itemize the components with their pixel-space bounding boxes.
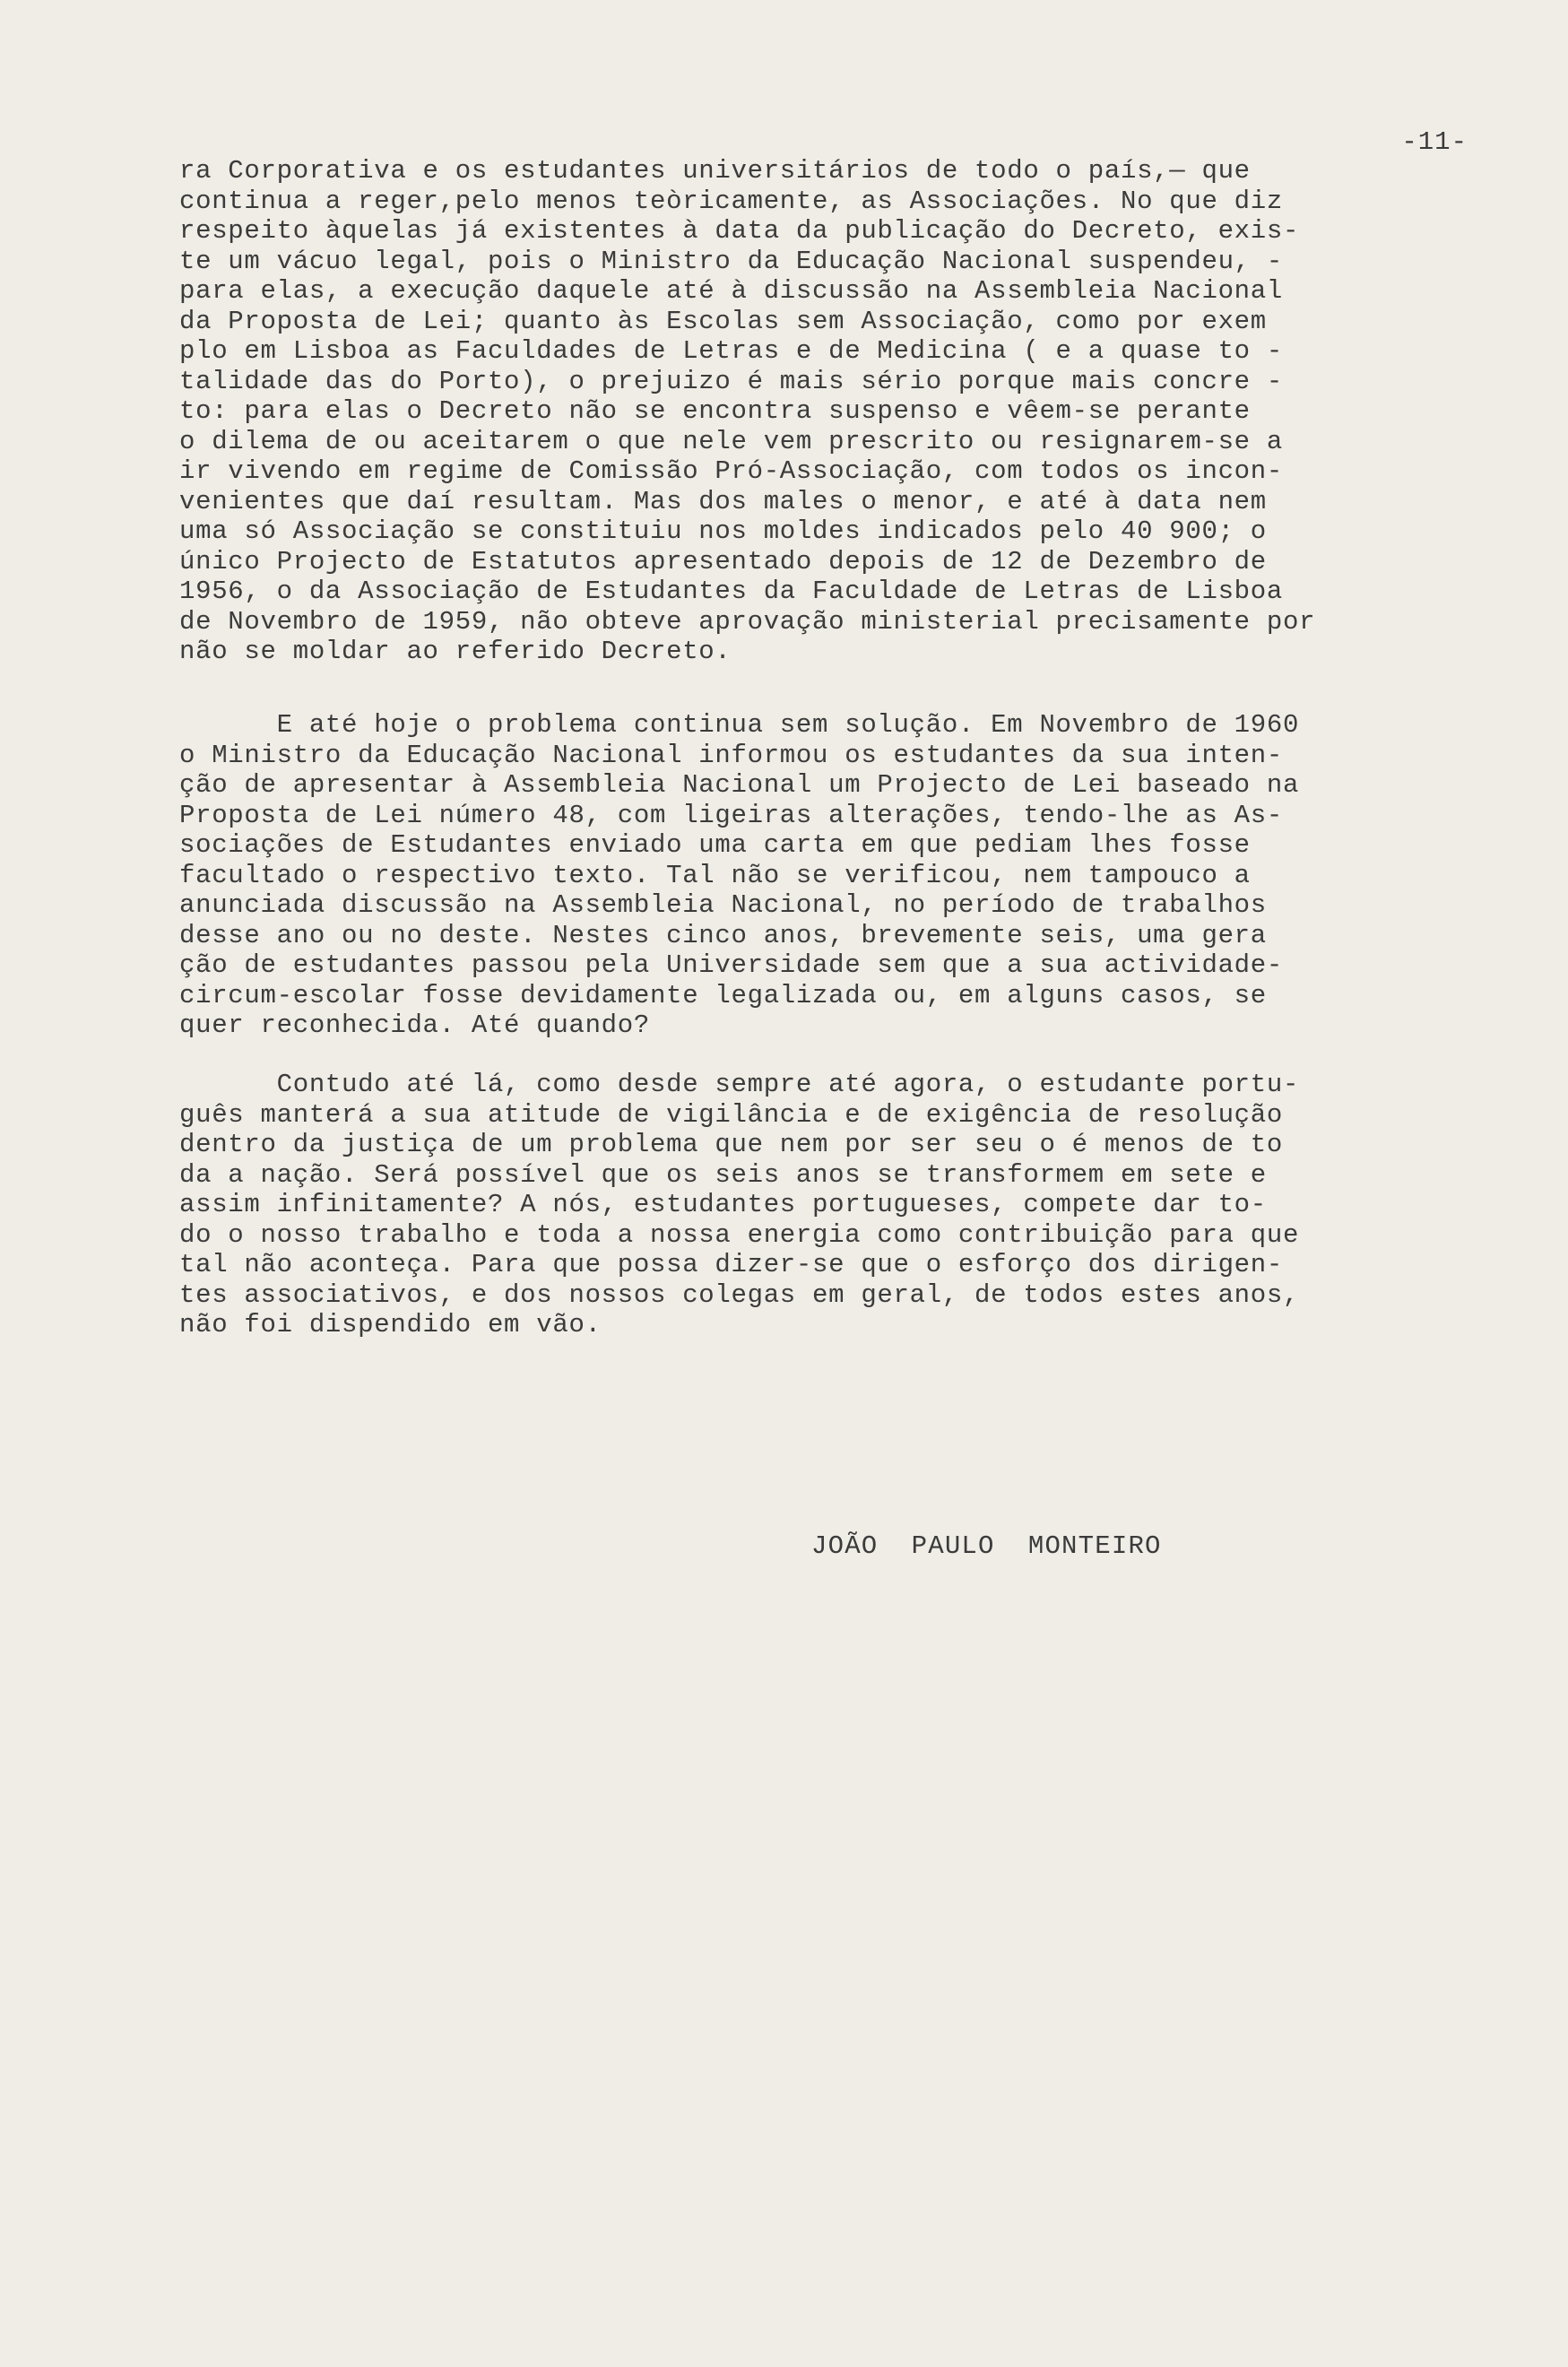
text-line: ir vivendo em regime de Comissão Pró-Associação, com todos os incon-	[179, 456, 1283, 486]
paragraph-1	[179, 156, 1452, 667]
text-line: circum-escolar fosse devidamente legalizada ou, em alguns casos, se	[179, 980, 1267, 1010]
text-line: não se moldar ao referido Decreto.	[179, 637, 732, 666]
text-line: Proposta de Lei número 48, com ligeiras alterações, tendo-lhe as As-	[179, 800, 1283, 830]
text-line: tal não aconteça. Para que possa dizer-se que o esforço dos dirigen-	[179, 1250, 1283, 1279]
text-line: guês manterá a sua atitude de vigilância e de exigência de resolução	[179, 1099, 1283, 1130]
text-line: ção de apresentar à Assembleia Nacional um Projecto de Lei baseado na	[179, 770, 1300, 800]
text-line: to: para elas o Decreto não se encontra suspenso e vêem-se perante	[179, 396, 1251, 426]
text-line: tes associativos, e dos nossos colegas em geral, de todos estes anos,	[179, 1279, 1300, 1310]
text-line: da a nação. Será possível que os seis anos se transformem em sete e	[179, 1159, 1267, 1190]
text-line: anunciada discussão na Assembleia Nacional, no período de trabalhos	[179, 890, 1267, 920]
text-line: sociações de Estudantes enviado uma carta em que pediam lhes fosse	[179, 830, 1251, 860]
text-line: venientes que daí resultam. Mas dos males o menor, e até à data nem	[179, 486, 1267, 516]
text-line: dentro da justiça de um problema que nem por ser seu o é menos de to	[179, 1130, 1283, 1159]
text-line: assim infinitamente? A nós, estudantes portugueses, compete dar to-	[179, 1190, 1267, 1219]
text-line: desse ano ou no deste. Nestes cinco anos, brevemente seis, uma gera	[179, 920, 1267, 950]
text-line: de Novembro de 1959, não obteve aprovação ministerial precisamente por	[179, 606, 1316, 637]
text-line: continua a reger,pelo menos teòricamente, as Associações. No que diz	[179, 186, 1283, 216]
text-line: não foi dispendido em vão.	[179, 1310, 602, 1340]
text-line: ção de estudantes passou pela Universidade sem que a sua actividade-	[179, 950, 1283, 980]
text-line: 1956, o da Associação de Estudantes da Faculdade de Letras de Lisboa	[179, 577, 1283, 606]
text-line: respeito àquelas já existentes à data da publicação do Decreto, exis-	[179, 216, 1300, 246]
text-line: plo em Lisboa as Faculdades de Letras e de Medicina ( e a quase to -	[179, 336, 1283, 366]
text-line: uma só Associação se constituiu nos moldes indicados pelo 40 900; o	[179, 516, 1267, 546]
text-line: o dilema de ou aceitarem o que nele vem prescrito ou resignarem-se a	[179, 426, 1283, 456]
text-line: facultado o respectivo texto. Tal não se verificou, nem tampouco a	[179, 860, 1251, 890]
text-line: ra Corporativa e os estudantes universitários de todo o país,— que	[179, 156, 1251, 186]
page-number: -11-	[1401, 127, 1468, 157]
text-line: te um vácuo legal, pois o Ministro da Educação Nacional suspendeu, -	[179, 246, 1283, 276]
paragraph-3	[179, 1070, 1452, 1340]
paragraph-2	[179, 710, 1452, 1041]
text-line: talidade das do Porto), o prejuizo é mais sério porque mais concre -	[179, 366, 1283, 396]
text-line: único Projecto de Estatutos apresentado depois de 12 de Dezembro de	[179, 546, 1267, 577]
text-line: da Proposta de Lei; quanto às Escolas sem Associação, como por exem	[179, 306, 1267, 336]
text-line: do o nosso trabalho e toda a nossa energia como contribuição para que	[179, 1219, 1300, 1250]
text-line: E até hoje o problema continua sem solução. Em Novembro de 1960	[179, 710, 1300, 740]
text-line: o Ministro da Educação Nacional informou os estudantes da sua inten-	[179, 740, 1283, 770]
text-line: quer reconhecida. Até quando?	[179, 1010, 650, 1040]
author-signature: JOÃO PAULO MONTEIRO	[811, 1531, 1162, 1561]
text-line: para elas, a execução daquele até à discussão na Assembleia Nacional	[179, 276, 1283, 306]
text-line: Contudo até lá, como desde sempre até agora, o estudante portu-	[179, 1070, 1300, 1099]
